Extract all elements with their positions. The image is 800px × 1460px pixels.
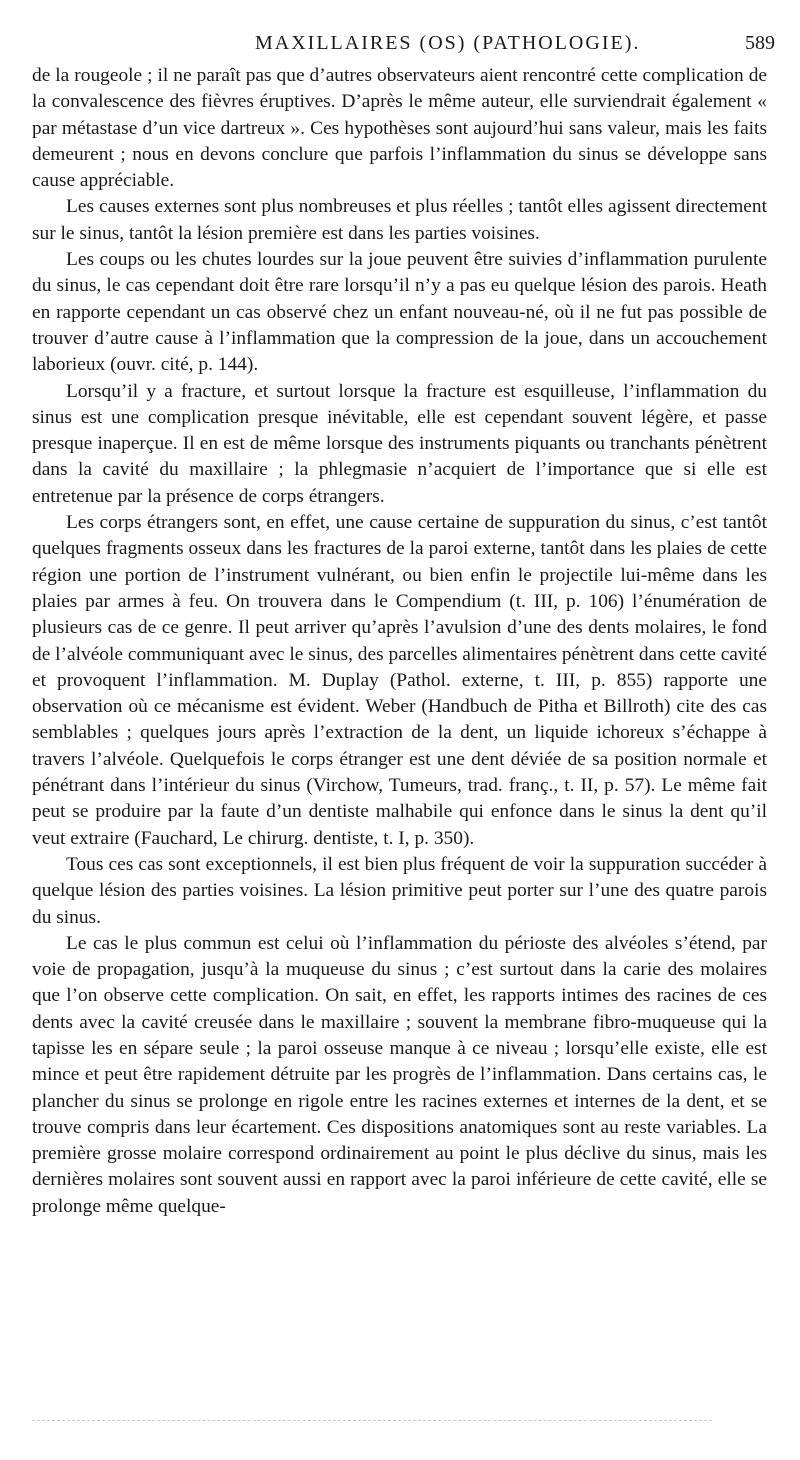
paragraph-continued: de la rougeole ; il ne paraît pas que d’autres observateurs aient rencontré cette complication de la convalescence des fièvres éruptives. D’après le même auteur, elle surviendrait également « par métastase d’un vice dartreux ». Ces hypothèses sont aujourd’hui sans valeur, mais les faits demeurent ; nous en devons conclure que parfois l’inflammation du sinus se développe sans cause appréciable. (32, 65, 767, 192)
running-title: MAXILLAIRES (OS) (PATHOLOGIE). (255, 32, 641, 54)
paragraph-exceptional-cases: Tous ces cas sont exceptionnels, il est bien plus fréquent de voir la suppuration succéder à quelque lésion des parties voisines. La lésion primitive peut porter sur l’une des quatre parois du sinus. (32, 853, 767, 928)
running-header (30, 32, 775, 60)
paragraph-common-case: Le cas le plus commun est celui où l’inflammation du périoste des alvéoles s’étend, par voie de propagation, jusqu’à la muqueuse du sinus ; c’est surtout dans la carie des molaires que l’on observe cette complication. On sait, en effet, les rapports intimes des racines de ces dents avec la cavité creusée dans le maxillaire ; souvent la membrane fibro-muqueuse qui la tapisse les en sépare seule ; la paroi osseuse manque à ce niveau ; lorsqu’elle existe, elle est mince et peut être rapidement détruite par les progrès de l’inflammation. Dans certains cas, le plancher du sinus se prolonge en rigole entre les racines externes et internes de la dent, et se trouve compris dans leur écartement. Ces dispositions anatomiques sont au reste variables. La première grosse molaire correspond ordinairement au point le plus déclive du sinus, mais les dernières molaires sont souvent aussi en rapport avec la paroi inférieure de cette cavité, elle se prolonge même quelque- (32, 932, 767, 1217)
paragraph-blows-and-falls: Les coups ou les chutes lourdes sur la joue peuvent être suivies d’inflammation purulente du sinus, le cas cependant doit être rare lorsqu’il n’y a pas eu quelque lésion des parois. Heath en rapporte cependant un cas observé chez un enfant nouveau-né, où il ne fut pas possible de trouver d’autre cause à l’inflammation que la compression de la joue, dans un accouchement laborieux (ouvr. cité, p. 144). (32, 249, 767, 376)
body-text (32, 63, 767, 1220)
footer-rule (32, 1420, 712, 1421)
paragraph-foreign-bodies: Les corps étrangers sont, en effet, une cause certaine de suppuration du sinus, c’est tantôt quelques fragments osseux dans les fractures de la paroi externe, tantôt dans les plaies de cette région une portion de l’instrument vulnérant, ou bien enfin le projectile lui-même dans les plaies par armes à feu. On trouvera dans le Compendium (t. III, p. 106) l’énumération de plusieurs cas de ce genre. Il peut arriver qu’après l’avulsion d’une des dents molaires, le fond de l’alvéole communiquant avec le sinus, des parcelles alimentaires pénètrent dans cette cavité et provoquent l’inflammation. M. Duplay (Pathol. externe, t. III, p. 855) rapporte une observation où ce mécanisme est évident. Weber (Handbuch de Pitha et Billroth) cite des cas semblables ; quelques jours après l’extraction de la dent, un liquide ichoreux s’échappe à travers l’alvéole. Quelquefois le corps étranger est une dent déviée de sa position normale et pénétrant dans l’intérieur du sinus (Virchow, Tumeurs, trad. franç., t. II, p. 57). Le même fait peut se produire par la faute d’un dentiste malhabile qui enfonce dans le sinus la dent qu’il veut extraire (Fauchard, Le chirurg. dentiste, t. I, p. 350). (32, 512, 767, 849)
paragraph-external-causes: Les causes externes sont plus nombreuses et plus réelles ; tantôt elles agissent directement sur le sinus, tantôt la lésion première est dans les parties voisines. (32, 196, 767, 244)
paragraph-fracture: Lorsqu’il y a fracture, et surtout lorsque la fracture est esquilleuse, l’inflammation du sinus est une complication presque inévitable, elle est cependant souvent légère, et passe presque inaperçue. Il en est de même lorsque des instruments piquants ou tranchants pénètrent dans la cavité du maxillaire ; la phlegmasie n’acquiert de l’importance que si elle est entretenue par la présence de corps étrangers. (32, 380, 767, 507)
page-number: 589 (745, 32, 775, 54)
